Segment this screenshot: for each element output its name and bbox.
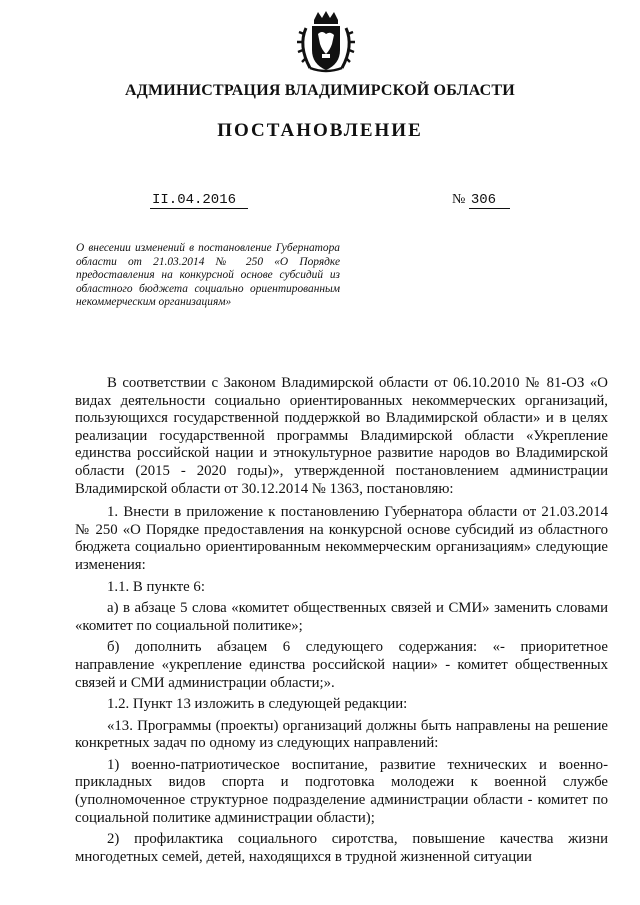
paragraph-item-1-2: 1.2. Пункт 13 изложить в следующей редакции: <box>107 696 408 713</box>
paragraph-direction-1: 1) военно-патриотическое воспитание, развитие технических и военно-прикладных видов спорта и подготовка молодежи к военной службе (уполномоченное структурное подразделение администрации области - комитет по социальной политике администрации области); <box>75 756 608 826</box>
document-date: II.04.2016 <box>150 192 248 209</box>
paragraph-item-b: б) дополнить абзацем 6 следующего содержания: «- приоритетное направление «укрепление единства российской нации» - комитет общественных связей и СМИ администрации области;». <box>75 639 608 691</box>
paragraph-preamble: В соответствии с Законом Владимирской области от 06.10.2010 № 81-ОЗ «О видах деятельности социально ориентированных некоммерческих организаций, пользующихся государственной поддержкой во Владимирской области» и в целях реализации государственной программы Владимирской области «Укрепление единства российской нации и этнокультурное развитие народов во Владимирской области (2015 - 2020 годы)», утвержденной постановлением администрации Владимирской области от 30.12.2014 № 1363, постановляю: <box>75 375 608 497</box>
paragraph-item-1: 1. Внести в приложение к постановлению Губернатора области от 21.03.2014 № 250 «О Порядке предоставления на конкурсной основе субсидий из областного бюджета социально ориентированным некоммерческим организациям» следующие изменения: <box>75 504 608 573</box>
number-value: 306 <box>469 192 510 209</box>
document-subject: О внесении изменений в постановление Губернатора области от 21.03.2014 № 250 «О Порядке предоставления на конкурсной основе субсидий из областного бюджета социально ориентированным некоммерческим организациям» <box>76 242 340 309</box>
organization-title: АДМИНИСТРАЦИЯ ВЛАДИМИРСКОЙ ОБЛАСТИ <box>125 82 515 99</box>
paragraph-item-1-1: 1.1. В пункте 6: <box>107 578 205 595</box>
paragraph-item-13: «13. Программы (проекты) организаций должны быть направлены на решение конкретных задач по одному из следующих направлений: <box>75 717 608 752</box>
document-body <box>75 375 608 870</box>
number-prefix: № <box>452 192 466 207</box>
coat-of-arms-icon <box>296 10 356 74</box>
document-number <box>452 192 510 208</box>
paragraph-item-a: а) в абзаце 5 слова «комитет общественных связей и СМИ» заменить словами «комитет по социальной политике»; <box>75 600 608 634</box>
paragraph-direction-2: 2) профилактика социального сиротства, повышение качества жизни многодетных семей, детей, находящихся в трудной жизненной ситуации <box>75 831 608 865</box>
document-type-title: ПОСТАНОВЛЕНИЕ <box>217 120 423 141</box>
